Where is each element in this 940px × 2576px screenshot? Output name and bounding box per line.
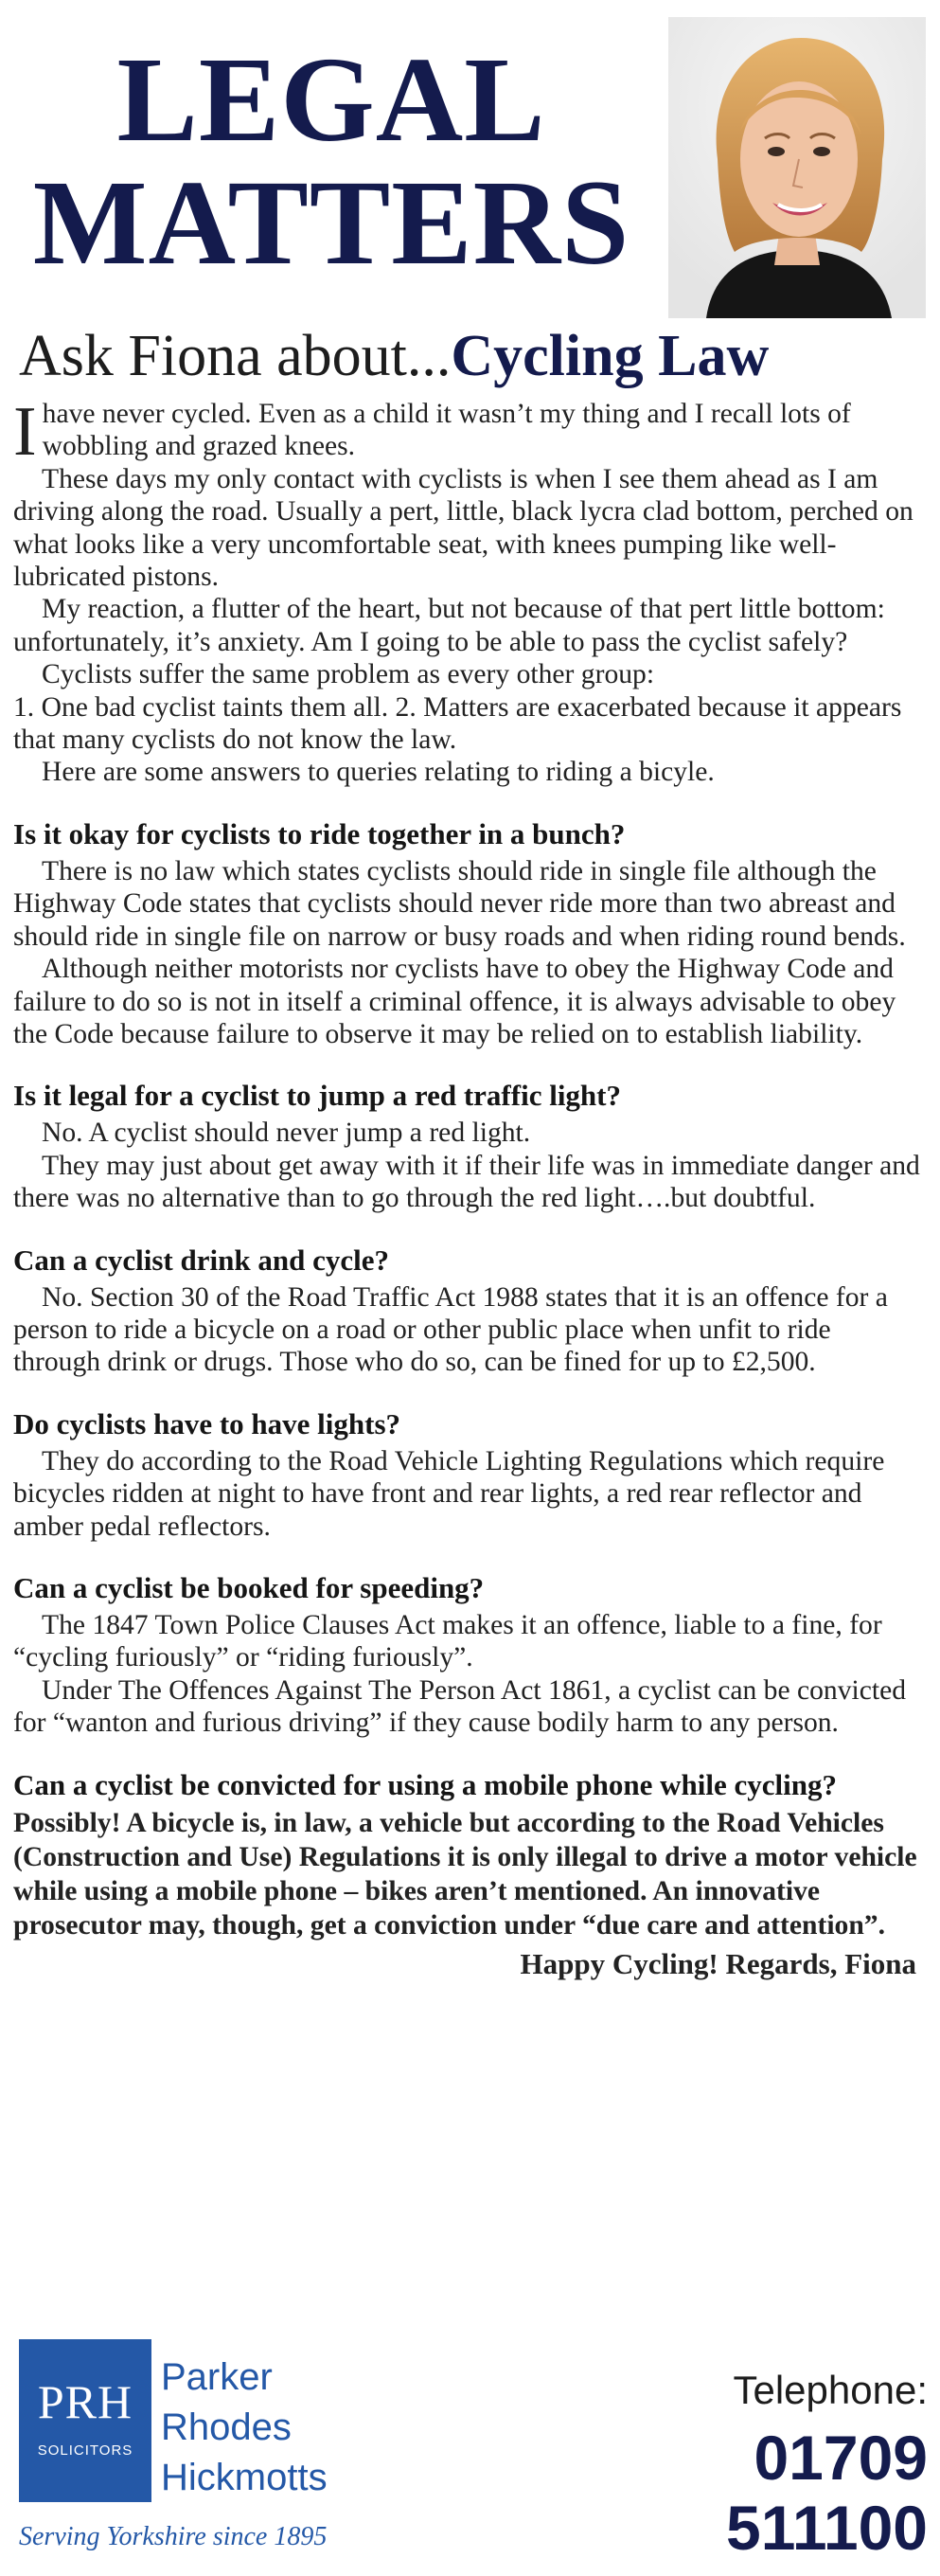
intro-paragraph-1-text: have never cycled. Even as a child it wasn’t my thing and I recall lots of wobbling and grazed knees. xyxy=(42,399,851,462)
firm-name-line-2: Rhodes xyxy=(161,2406,292,2448)
portrait-illustration xyxy=(668,17,926,318)
article-body xyxy=(13,393,924,1980)
answer-paragraph: There is no law which states cyclists should ride in single file although the Highway Code states that cyclists should never ride more than two abreast and should ride in single file on narrow or busy roads and when riding round bends. xyxy=(13,855,906,952)
intro-paragraph-1 xyxy=(13,393,924,471)
intro-paragraph-6: Here are some answers to queries relating to riding a bicyle. xyxy=(42,757,715,788)
telephone-number xyxy=(663,2423,928,2563)
question-heading: Can a cyclist be booked for speeding? xyxy=(13,1570,485,1604)
intro-paragraph-5: 1. One bad cyclist taints them all. 2. Matters are exacerbated because it appears that many cyclists do not know the law. xyxy=(13,691,902,756)
question-heading: Can a cyclist drink and cycle? xyxy=(13,1243,389,1277)
telephone-label: Telephone: xyxy=(733,2368,928,2412)
title-line-2: MATTERS xyxy=(32,155,630,290)
column-subtitle xyxy=(19,322,928,390)
signoff: Happy Cycling! Regards, Fiona xyxy=(520,1946,916,1980)
answer-paragraph: Although neither motorists nor cyclists have to obey the Highway Code and failure to do so is not in itself a criminal offence, it is always advisable to obey the Code because failure to observe it may be relied on to establish liability. xyxy=(13,954,896,1049)
page-title xyxy=(28,32,634,290)
advert-footer xyxy=(0,2311,940,2576)
question-heading: Can a cyclist be convicted for using a mobile phone while cycling? xyxy=(13,1767,838,1801)
answer-paragraph: Under The Offences Against The Person Act 1861, a cyclist can be convicted for “wanton and furious driving” if they cause bodily harm to any person. xyxy=(13,1674,907,1739)
title-line-1: LEGAL xyxy=(116,32,546,167)
telephone-number-line-2: 511100 xyxy=(726,2493,928,2563)
question-heading: Do cyclists have to have lights? xyxy=(13,1406,401,1440)
drop-cap: I xyxy=(13,393,37,471)
firm-name-line-1: Parker xyxy=(161,2356,273,2398)
answer-paragraph: They may just about get away with it if their life was in immediate danger and there was no alternative than to go through the red light….but doubtful. xyxy=(13,1150,920,1214)
telephone-number-line-1: 01709 xyxy=(754,2423,928,2493)
logo-initials: PRH xyxy=(37,2375,133,2428)
subtitle-lead: Ask Fiona about... xyxy=(19,324,452,388)
logo-subtitle: SOLICITORS xyxy=(37,2442,133,2459)
firm-name-line-3: Hickmotts xyxy=(161,2457,328,2498)
answer-paragraph: They do according to the Road Vehicle Lighting Regulations which require bicycles ridden at night to have front and rear lights, a red rear reflector and amber pedal reflectors. xyxy=(13,1445,885,1542)
answer-paragraph: No. A cyclist should never jump a red light. xyxy=(42,1118,531,1149)
author-portrait xyxy=(668,17,926,318)
intro-paragraph-3: My reaction, a flutter of the heart, but not because of that pert little bottom: unfortunately, it’s anxiety. Am I going to be able to pass the cyclist safely? xyxy=(13,594,885,657)
intro-paragraph-4: Cyclists suffer the same problem as every other group: xyxy=(42,659,655,690)
question-heading: Is it okay for cyclists to ride together in a bunch? xyxy=(13,816,626,850)
subtitle-topic: Cycling Law xyxy=(451,324,770,388)
answer-paragraph: No. Section 30 of the Road Traffic Act 1988 states that it is an offence for a person to ride a bicycle on a road or other public place when unfit to ride through drink or drugs. Those who do so, can be fined for up to £2,500. xyxy=(13,1281,888,1378)
masthead xyxy=(0,0,940,388)
intro-paragraph-2: These days my only contact with cyclists is when I see them ahead as I am driving along the road. Usually a pert, little, black lycra clad bottom, perched on what looks like a very uncomfortable seat, with knees pumping like well-lubricated pistons. xyxy=(13,463,913,593)
final-answer-paragraph: Possibly! A bicycle is, in law, a vehicle but according to the Road Vehicles (Construction and Use) Regulations it is only illegal to drive a motor vehicle while using a mobile phone – bikes aren’t mentioned. An innovative prosecutor may, though, get a conviction under “due care and attention”. xyxy=(13,1807,917,1941)
firm-name xyxy=(161,2352,407,2503)
firm-tagline: Serving Yorkshire since 1895 xyxy=(19,2522,328,2551)
firm-logo xyxy=(19,2339,151,2502)
question-heading: Is it legal for a cyclist to jump a red traffic light? xyxy=(13,1079,621,1113)
answer-paragraph: The 1847 Town Police Clauses Act makes it an offence, liable to a fine, for “cycling furiously” or “riding furiously”. xyxy=(13,1609,882,1673)
